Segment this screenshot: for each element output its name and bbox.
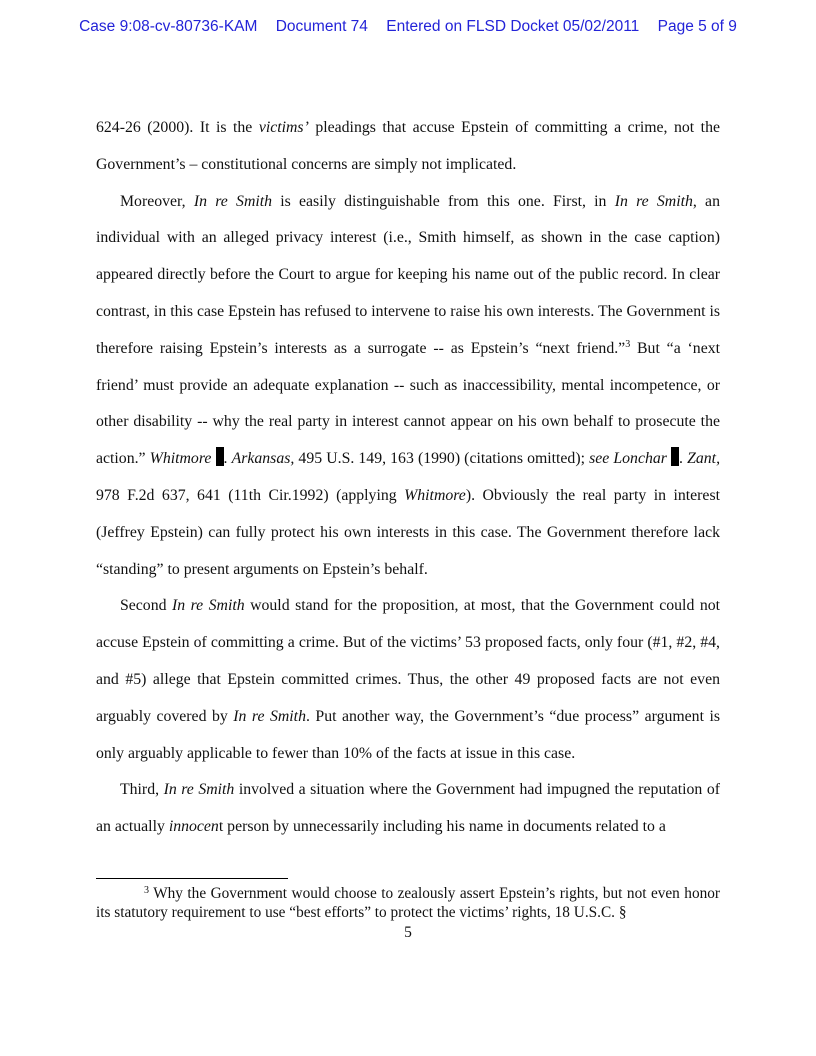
- paragraph-1: 624-26 (2000). It is the victims’ pleadings that accuse Epstein of committing a crime, not the Government’s – constitutional concerns are simply not implicated.: [96, 119, 720, 173]
- body-text: [96, 110, 720, 846]
- footnote-text: Why the Government would choose to zealously assert Epstein’s rights, but not even honor its statutory requirement to use “best efforts” to protect the victims’ rights, 18 U.S.C. §: [96, 885, 720, 921]
- page-number: 5: [404, 924, 412, 941]
- docket-header: [0, 18, 816, 36]
- footnote-reference: 3: [625, 338, 631, 350]
- redaction-mark: [671, 447, 679, 466]
- paragraph-3: Second In re Smith would stand for the proposition, at most, that the Government could not accuse Epstein of committing a crime. But of the victims’ 53 proposed facts, only four (#1, #2, #4, and #5) allege that Epstein committed crimes. Thus, the other 49 proposed facts are not even arguably covered by In re Smith. Put another way, the Government’s “due process” argument is only arguably applicable to fewer than 10% of the facts at issue in this case.: [96, 597, 721, 762]
- document-number: Document 74: [275, 18, 368, 35]
- paragraph-4: Third, In re Smith involved a situation where the Government had impugned the reputation of an actually innocent person by unnecessarily including his name in documents related to a: [96, 781, 720, 836]
- case-number: Case 9:08-cv-80736-KAM: [79, 18, 258, 35]
- paragraph-2: Moreover, In re Smith is easily distinguishable from this one. First, in In re Smith, an individual with an alleged privacy interest (i.e., Smith himself, as shown in the case caption) appeared directly before the Court to argue for keeping his name out of the public record. In clear contrast, in this case Epstein has refused to intervene to raise his own interests. The Government is therefore raising Epstein’s interests as a surrogate -- as Epstein’s “next friend.”$^3$ But “a ‘next friend’ must provide an adequate explanation -- such as inaccessibility, mental incompetence, or other disability -- why the real party in interest cannot appear on his own behalf to prosecute the action.” Whitmore . Arkansas, 495 U.S. 149, 163 (1990) (citations omitted); see Lonchar . Zant, 978 F.2d 637, 641 (11th Cir.1992) (applying Whitmore). Obviously the real party in interest (Jeffrey Epstein) can fully protect his own interests in this case. The Government therefore lack “standing” to present arguments on Epstein’s behalf.: [96, 192, 721, 578]
- page-indicator: Page 5 of 9: [657, 18, 737, 35]
- footnote-mark: 3: [144, 885, 149, 896]
- footnote: [96, 884, 720, 922]
- docket-entry: Entered on FLSD Docket 05/02/2011: [386, 18, 640, 35]
- footnote-divider: [96, 878, 288, 879]
- redaction-mark: [216, 447, 224, 466]
